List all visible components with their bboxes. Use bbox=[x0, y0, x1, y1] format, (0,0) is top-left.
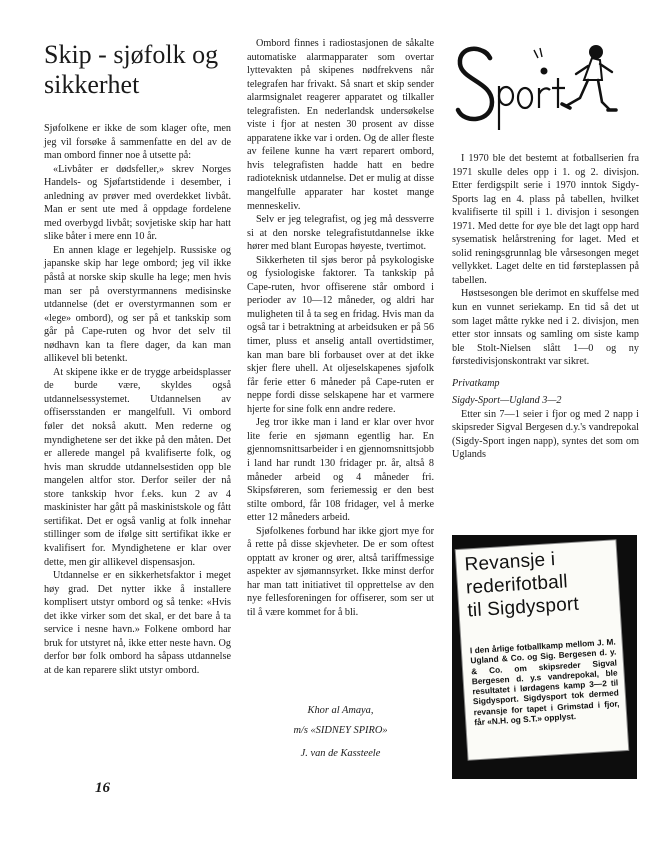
signature-place: Khor al Amaya, bbox=[307, 705, 374, 716]
article-column-2 bbox=[247, 37, 434, 620]
article-paragraph: Sikkerheten til sjøs beror på psykologiske og fysiologiske faktorer. Ta tankskip på Cape-ruten, hvor offiserene står ombord i perioder av 10—12 måneder, og aldri har muligheten til å ta seg en fridag. Hvis man da også tar i betraktning at arbeidsuken er på 56 timer, pluss et anselig antall overtidstimer, kan man bare bli forbauset over at det ikke skjer flere uhell. At oljeselskapenes sjøfolk får ferie etter 6 måneder på Cape-ruten er neppe fordi disse selskapene har et varmere hjerte for sine folk enn andre redere. bbox=[247, 254, 434, 415]
article-paragraph: En annen klage er legehjelp. Russiske og japanske skip har lege ombord; jeg vil ikke påstå at norske skip skulle ha lege; men hvis man ser på overstyrmannens medisinske utdannelse (det er overstyrmannen som er «lege» ombord), og ser på et tankskip som går på Cape-ruten og hvor det selv til nødhavn kan ta flere dager, da kan man allikevel bli betenkt. bbox=[44, 244, 231, 365]
page-number: 16 bbox=[95, 780, 110, 796]
sport-paragraph: I 1970 ble det bestemt at fotballserien fra 1971 skulle deles opp i 1. og 2. divisjon. Etter ferdigspilt serie i 1970 inntok Sigdy-Sports lag en 4. plass på tabellen, hvilket kvalifiserte til spill i 1. divisjon i sesongen 1971. Med dette for øye ble det lagt opp hard sysematisk helårstrening for laget. Med et solid reningsgrunnlag ble vårsesongen meget vellykket. Laget delte en tid førsteplassen på tabellen. bbox=[452, 153, 639, 286]
article-paragraph: Sjøfolkenes forbund har ikke gjort mye for å rette på disse skjevheter. De er som oftest opptatt av kroner og ører, altså tariffmessige aspekter av sjømannsyrket. Ikke minst derfor har man tatt initiativet til opprettelse av den nye fellesforeningen for offiserer, som ser ut til å være kommet for å bli. bbox=[247, 525, 434, 618]
clipping-headline-line: Revansje i bbox=[464, 549, 556, 576]
article-paragraph: At skipene ikke er de trygge arbeidsplasser de burde være, skyldes også utdannelsessystemet. Utdannelsen av offisersstanden er mangelfull. Vi ombord føler det nokså akutt. Men rederne og myndighetene ser det ikke på den måten. Det er allerede mangel på kvalifiserte folk, og hvis man skrudde utdannelsestiden opp ble mangelen altfor stor. Derfor seiler der nå store tankskip hvor f.eks. kun 2 av 4 maskinister har gått på maskinistskole og fått sertifikat. Det er også vanlig at folk innehar stillinger som de ifølge sitt sertifikat ikke er kvalifisert for. Myndighetene er klar over dette, men gir allikevel dispensasjon. bbox=[44, 366, 231, 568]
signature-author: J. van de Kassteele bbox=[300, 748, 381, 759]
clipping-paper bbox=[456, 540, 629, 759]
article-paragraph: Utdannelse er en sikkerhetsfaktor i meget høy grad. Det nytter ikke å installere komplisert utstyr ombord og så tenke: «Hvis det ikke virker som det skal, er det bare å ta service i nesne havn.» Folkene ombord har bruk for utstyret nå, ikke etter neste havn. Og derfor bør folk ombord ha såpass utdannelse at de kan reparere slikt utstyr ombord. bbox=[44, 570, 231, 676]
match-line: Sigdy-Sport—Ugland 3—2 bbox=[452, 395, 562, 407]
article-title: Skip - sjøfolk og sikkerhet bbox=[44, 40, 219, 99]
article-column-1 bbox=[44, 122, 231, 677]
article-paragraph: «Livbåter er dødsfeller,» skrev Norges Handels- og Sjøfartstidende i desember, i anledning av prøver med overdekket livbåt. Man er sent ute med å oppdage fordelene med overbygd livbåt; sovjetiske skip har hatt slike båter i mere enn 10 år. bbox=[44, 163, 231, 243]
article-paragraph: Selv er jeg telegrafist, og jeg må dessverre si at den norske telegrafistutdannelse ikke hører med blant Europas høyeste, tvertimot. bbox=[247, 214, 434, 253]
sport-paragraph: Høstsesongen ble derimot en skuffelse med kun en vunnet seriekamp. En tid så det ut som laget måtte rykke ned i 2. divisjon, men etter stor innsats og samling om siste kamp ble Stolt-Nielsen slått 1—0 og ny førstedivisjonskontrakt var sikret. bbox=[452, 288, 639, 368]
sport-column bbox=[452, 152, 639, 462]
newspaper-clipping bbox=[452, 535, 637, 779]
sport-logo bbox=[452, 36, 622, 148]
match-paragraph: Etter sin 7—1 seier i fjor og med 2 napp i skipsreder Sigval Bergesen d.y.'s vandrepokal (Sigdy-Sport ingen napp), syntes det som om Uglands bbox=[452, 408, 639, 461]
article-paragraph: Jeg tror ikke man i land er klar over hvor lite ferie en sjømann egentlig har. En gjennomsnittsarbeider i en gjennomsnittsjobb i land har rundt 130 fridager pr. år, altså 8 måneder arbeid og 4 måneder fri. Skipsføreren, som feriemessig er den best stilte ombord, får 108 fridager, vel å merke etter 12 måneders arbeid. bbox=[247, 417, 434, 524]
clipping-headline-line: til Sigdysport bbox=[466, 593, 580, 622]
clipping-headline bbox=[464, 544, 618, 622]
signature-ship: m/s «SIDNEY SPIRO» bbox=[293, 725, 388, 736]
section-title: Privatkamp bbox=[452, 377, 500, 389]
article-paragraph: Ombord finnes i radiostasjonen de såkalte automatiske alarmapparater som overtar lyttevakten på skipenes nødfrekvens når telegrafen har frivakt. Så snart et skip sender alarmsignalet reagerer apparatet og tilkaller telegrafisten. En nederlandsk undersøkelse viste i fjor at nesten 30 prosent av disse apparatene ikke var i orden. Og de aller fleste av feilene kunne ha vært reparert ombord, hvis telegrafisten hadde hatt en bedre radioteknisk utdannelse. Det er mulig at disse mangelfulle apparater har kostet mange menneskeliv. bbox=[247, 38, 434, 212]
clipping-headline-line: rederifotball bbox=[465, 571, 569, 599]
article-paragraph: Sjøfolkene er ikke de som klager ofte, men jeg vil forsøke å sammenfatte en del av de man ombord finner noe å utsette på: bbox=[44, 123, 231, 162]
clipping-body: I den årlige fotballkamp mellom J. M. Ugland & Co. og Sig. Bergesen d. y. & Co. om skipsreder Sigval Bergesen d. y.s vandrepokal, ble resultatet i lørdagens kamp 3—2 til Sigdysport. Sigdysport tok dermed revansje for tapet i Grimstad i fjor, får «N.H. og S.T.» opplyst. bbox=[469, 636, 620, 728]
